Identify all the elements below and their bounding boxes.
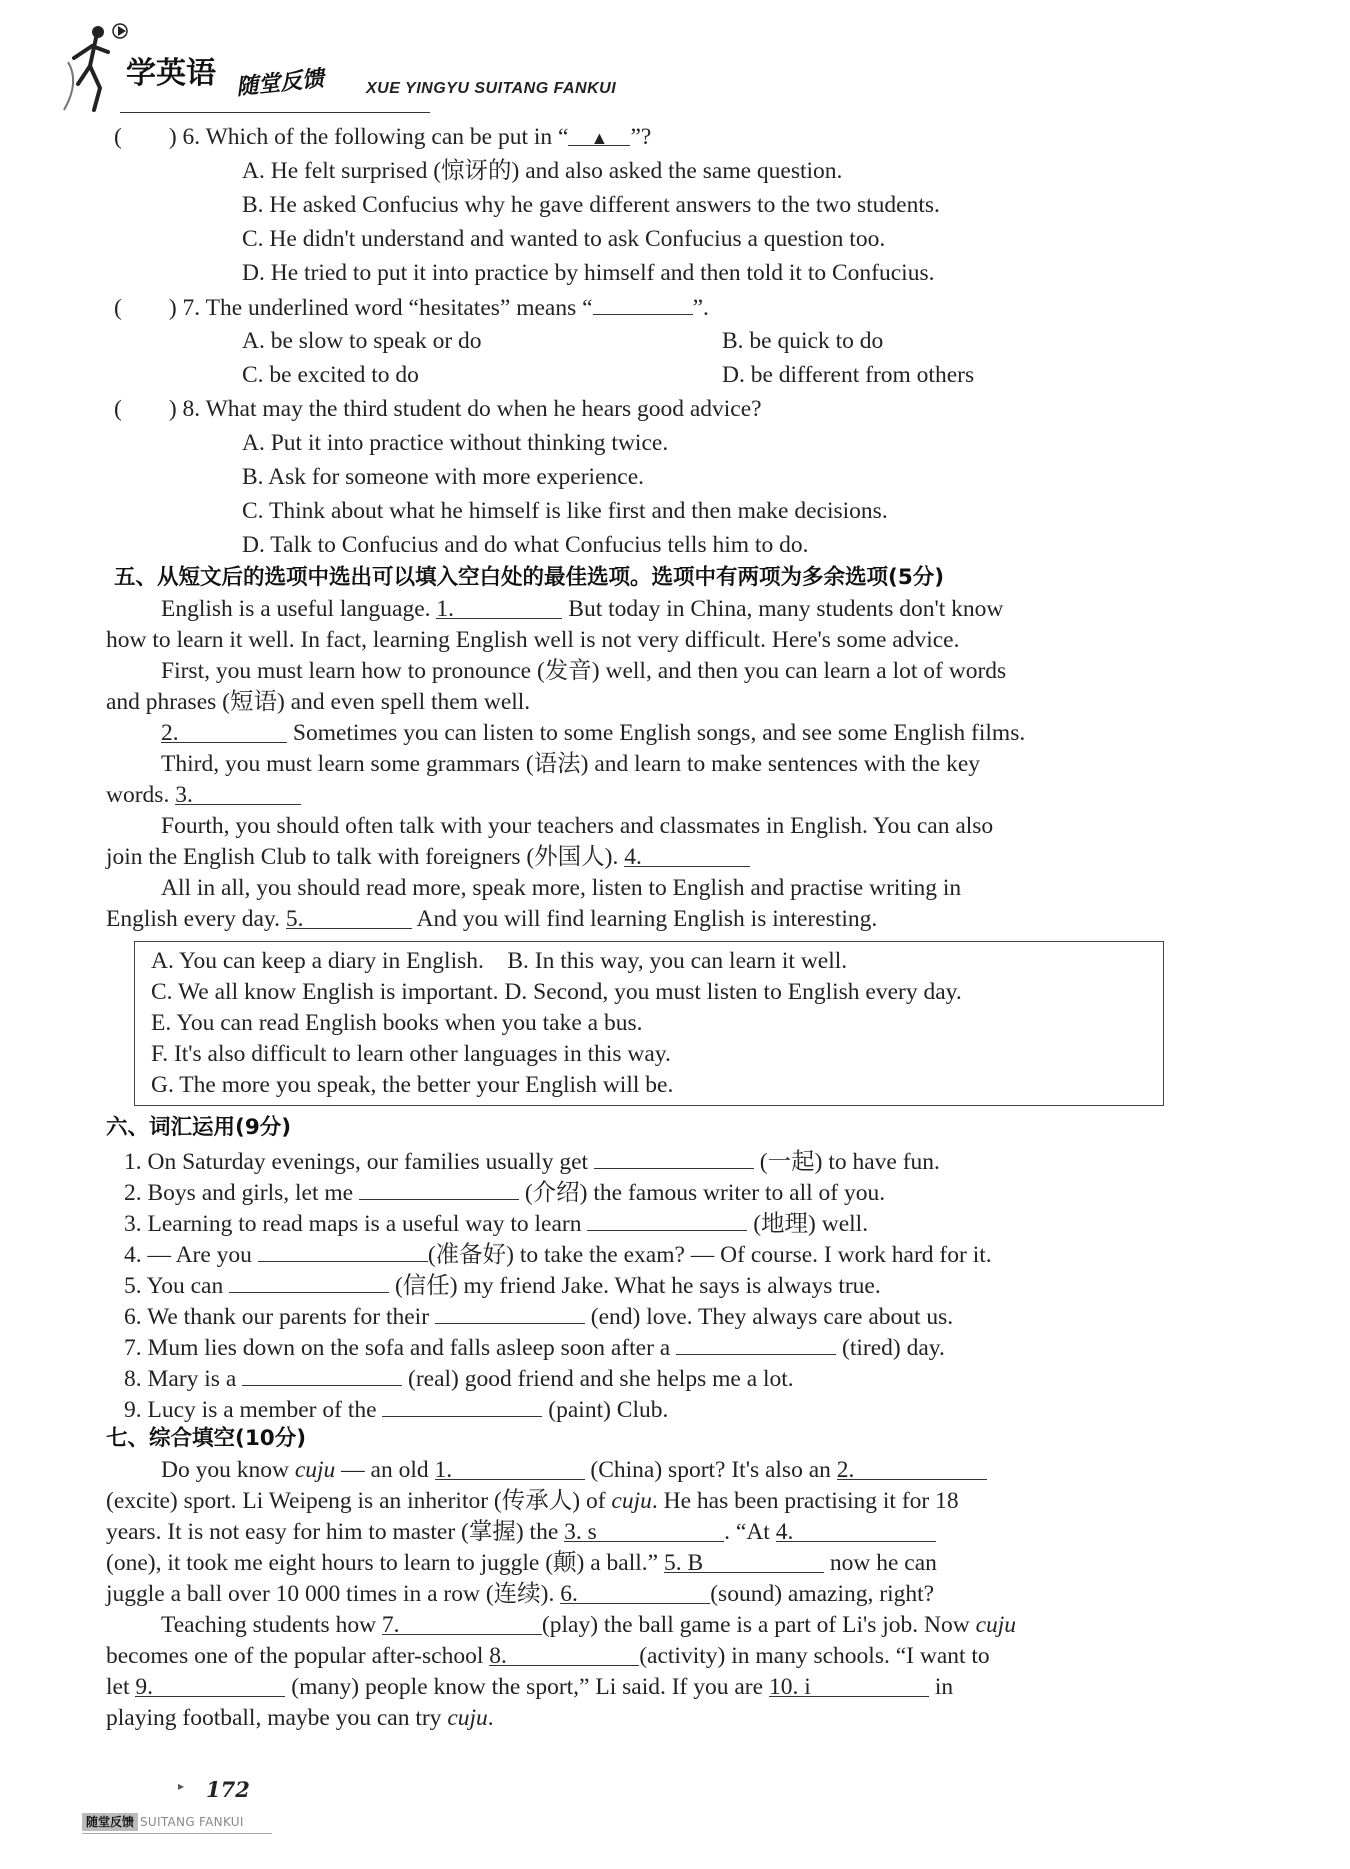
vocab-item: 3. Learning to read maps is a useful way to learn (地理) well. (114, 1206, 1234, 1237)
question-8-option: A. Put it into practice without thinking twice. (242, 430, 669, 456)
vocab-item: 1. On Saturday evenings, our families usually get (一起) to have fun. (114, 1144, 1234, 1175)
question-7-option: B. be quick to do (722, 328, 884, 354)
answer-paren[interactable]: ( ) (114, 295, 177, 321)
cloze-blank-3[interactable]: 3. s (564, 1517, 724, 1542)
answer-paren[interactable]: ( ) (114, 124, 177, 150)
page-header (60, 18, 660, 118)
option-line: C. We all know English is important. D. Second, you must listen to English every day. (151, 979, 962, 1005)
vocab-item: 7. Mum lies down on the sofa and falls asleep soon after a (tired) day. (114, 1330, 1234, 1361)
vocab-blank[interactable] (229, 1268, 389, 1293)
question-6-option: C. He didn't understand and wanted to ask Confucius a question too. (242, 226, 886, 252)
runner-logo-icon (60, 22, 130, 114)
vocab-blank[interactable] (587, 1206, 747, 1231)
vocab-blank[interactable] (359, 1175, 519, 1200)
vocab-item: 6. We thank our parents for their (end) love. They always care about us. (114, 1299, 1234, 1330)
vocab-item: 9. Lucy is a member of the (paint) Club. (114, 1392, 1234, 1423)
answer-paren[interactable]: ( ) (114, 396, 177, 422)
main-content (106, 120, 1234, 1734)
question-8-option: B. Ask for someone with more experience. (242, 464, 645, 490)
cloze-blank-7[interactable]: 7. (382, 1610, 542, 1635)
header-title: 学英语 (126, 56, 216, 91)
vocab-item: 8. Mary is a (real) good friend and she helps me a lot. (114, 1361, 1234, 1392)
section-7-heading: 七、综合填空(10分) (106, 1426, 307, 1451)
section-7-passage: Do you know cuju — an old 1. (China) sport? It's also an 2. (excite) sport. Li Weipeng is an inheritor (传承人) of cuju. He has been practising it for 18 years. It is not easy for him to master (掌握) the 3. s . “At 4. (one), it took me eight hours to learn to juggle (颠) a ball.” 5. B now he can juggle a ball over 10 000 times in a row (连续). 6. (sound) amazing, right? Teaching students how 7. (play) the ball game is a part of Li's job. Now cuju becomes one of the popular after-school 8. (activity) in many schools. “I want to let 9. (many) people know the sport,” Li said. If you are 10. i in playing football, maybe you can try cuju. (106, 1457, 1017, 1731)
page-arrow-icon: ▸ (178, 1779, 185, 1793)
answer-blank[interactable] (593, 290, 693, 315)
vocab-item: 2. Boys and girls, let me (介绍) the famous writer to all of you. (114, 1175, 1234, 1206)
header-pinyin: XUE YINGYU SUITANG FANKUI (366, 80, 617, 97)
question-7-options (114, 358, 1234, 392)
question-6-option: A. He felt surprised (惊讶的) and also asked the same question. (242, 158, 843, 184)
footer-rule (82, 1833, 272, 1834)
answer-blank-3[interactable]: 3. (175, 780, 301, 805)
vocab-blank[interactable] (435, 1299, 585, 1324)
vocab-list (114, 1144, 1234, 1423)
question-8-option: C. Think about what he himself is like first and then make decisions. (242, 498, 888, 524)
cloze-blank-10[interactable]: 10. i (769, 1672, 929, 1697)
question-8-option: D. Talk to Confucius and do what Confucius tells him to do. (242, 532, 809, 558)
option-line: G. The more you speak, the better your English will be. (151, 1072, 674, 1098)
answer-blank-1[interactable]: 1. (436, 594, 562, 619)
header-rule (120, 112, 430, 113)
answer-blank-2[interactable]: 2. (161, 718, 287, 743)
question-7-stem: ( ) 7. The underlined word “hesitates” means “ ”. (114, 290, 1234, 324)
section-5-heading: 五、从短文后的选项中选出可以填入空白处的最佳选项。选项中有两项为多余选项(5分) (114, 565, 945, 590)
question-6-option: D. He tried to put it into practice by himself and then told it to Confucius. (242, 260, 935, 286)
question-7-options (114, 324, 1234, 358)
triangle-blank: ▲ (568, 121, 630, 146)
cloze-blank-9[interactable]: 9. (135, 1672, 285, 1697)
question-7-option: A. be slow to speak or do (242, 328, 482, 354)
cloze-blank-4[interactable]: 4. (776, 1517, 936, 1542)
answer-blank-4[interactable]: 4. (624, 842, 750, 867)
cloze-blank-6[interactable]: 6. (560, 1579, 710, 1604)
vocab-blank[interactable] (382, 1392, 542, 1417)
answer-blank-5[interactable]: 5. (286, 904, 412, 929)
option-line: F. It's also difficult to learn other languages in this way. (151, 1041, 671, 1067)
question-7-option: D. be different from others (722, 362, 975, 388)
question-6-stem: ( ) 6. Which of the following can be put in “ ▲ ”? (114, 120, 1234, 154)
question-8-stem: ( ) 8. What may the third student do when he hears good advice? (114, 396, 762, 422)
vocab-blank[interactable] (676, 1330, 836, 1355)
question-6-option: B. He asked Confucius why he gave different answers to the two students. (242, 192, 940, 218)
options-box (134, 941, 1164, 1106)
question-7-option: C. be excited to do (242, 362, 419, 388)
footer-tag: 随堂反馈 SUITANG FANKUI (82, 1811, 244, 1833)
option-line: E. You can read English books when you take a bus. (151, 1010, 643, 1036)
cloze-blank-8[interactable]: 8. (489, 1641, 639, 1666)
cloze-blank-5[interactable]: 5. B (664, 1548, 824, 1573)
section-6-heading: 六、词汇运用(9分) (106, 1115, 292, 1140)
vocab-blank[interactable] (258, 1237, 428, 1262)
vocab-item: 4. — Are you (准备好) to take the exam? — Of course. I work hard for it. (114, 1237, 1234, 1268)
cloze-blank-1[interactable]: 1. (435, 1455, 585, 1480)
vocab-blank[interactable] (594, 1144, 754, 1169)
option-line: A. You can keep a diary in English. B. In this way, you can learn it well. (151, 948, 848, 974)
header-script: 随堂反馈 (235, 65, 326, 101)
section-5-passage: English is a useful language. 1. But today in China, many students don't know how to learn it well. In fact, learning English well is not very difficult. Here's some advice. First, you must learn how to pronounce (发音) well, and then you can learn a lot of words and phrases (短语) and even spell them well. 2. Sometimes you can listen to some English songs, and see some English films. Third, you must learn some grammars (语法) and learn to make sentences with the key words. 3. Fourth, you should often talk with your teachers and classmates in English. You can also join the English Club to talk with foreigners (外国人). 4. All in all, you should read more, speak more, listen to English and practise writing in English every day. 5. And you will find learning English is interesting. A. You can keep a diary in English. B. In this way, you can learn it well. C. We all know English is important. D. Second, you must listen to English every day. E. You can read English books when you take a bus. F. It's also difficult to learn other languages in this way. G. The more you speak, the better your English will be. (106, 594, 1234, 1106)
page-number: 172 (206, 1777, 250, 1802)
vocab-blank[interactable] (242, 1361, 402, 1386)
vocab-item: 5. You can (信任) my friend Jake. What he says is always true. (114, 1268, 1234, 1299)
cloze-blank-2[interactable]: 2. (837, 1455, 987, 1480)
